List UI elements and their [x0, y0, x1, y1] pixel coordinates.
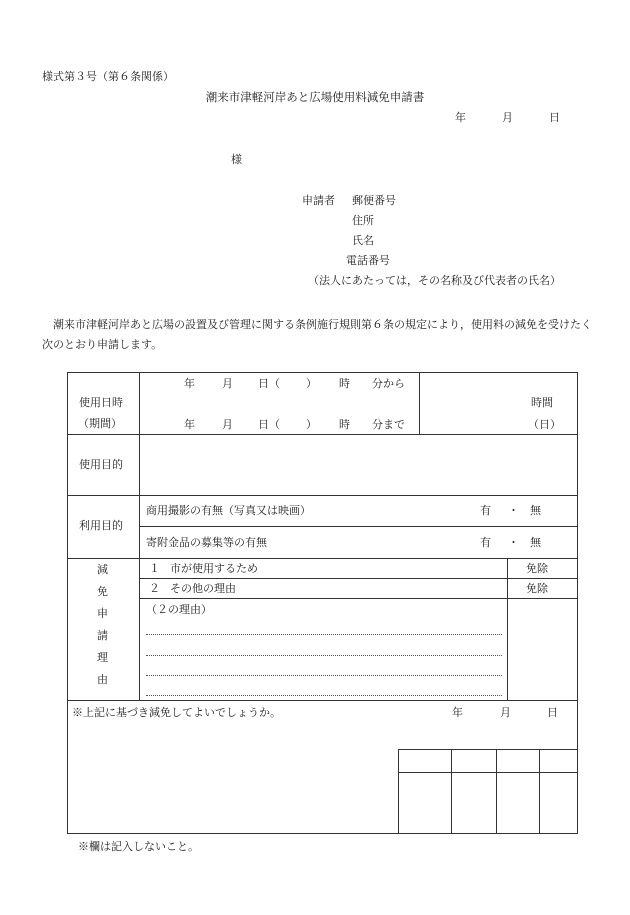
- start-day: 日（: [258, 377, 280, 390]
- commercial-filming-question: 商用撮影の有無（写真又は映画）: [146, 504, 311, 517]
- commercial-filming-separator: ・: [508, 504, 519, 517]
- reason-writing-line[interactable]: [146, 655, 502, 656]
- reduction-label-char: 理: [97, 651, 108, 664]
- other-reason-label: （２の理由）: [146, 603, 212, 616]
- reduction-label-char: 申: [97, 607, 108, 620]
- row-divider: [398, 749, 577, 750]
- applicant-label: 申請者: [302, 194, 335, 207]
- document-title: 潮来市津軽河岸あと広場使用料減免申請書: [205, 90, 425, 104]
- address-label: 住所: [352, 214, 374, 227]
- end-year: 年: [184, 418, 195, 431]
- date-line: [455, 111, 560, 124]
- postal-code-label: 郵便番号: [352, 194, 396, 207]
- end-weekday-close: ）: [306, 418, 317, 431]
- reduction-label-char: 由: [97, 673, 108, 686]
- usage-datetime-label: 使用日時: [79, 396, 123, 409]
- form-number: 様式第３号（第６条関係）: [42, 70, 174, 83]
- reason-1-exemption: 免除: [526, 562, 548, 575]
- approval-question: ※上記に基づき減免してよいでしょうか。: [72, 706, 281, 719]
- seal-box[interactable]: [399, 773, 451, 833]
- reason-1-number: １: [149, 562, 160, 575]
- reason-2-text: その他の理由: [170, 582, 236, 595]
- start-month: 月: [222, 377, 233, 390]
- usage-purpose-label: 利用目的: [79, 519, 123, 532]
- seal-box[interactable]: [540, 773, 577, 833]
- column-divider: [419, 373, 420, 434]
- commercial-filming-no: 無: [530, 504, 541, 517]
- application-statement: 潮来市津軽河岸あと広場の設置及び管理に関する条例施行規則第６条の規定により，使用料の減免を受けたく次のとおり申請します。: [42, 318, 592, 351]
- name-label: 氏名: [352, 234, 374, 247]
- column-divider: [507, 558, 508, 700]
- commercial-filming-yes: 有: [480, 504, 491, 517]
- reason-writing-line[interactable]: [146, 675, 502, 676]
- row-divider: [68, 495, 577, 496]
- end-day: 日（: [258, 418, 280, 431]
- approval-year: 年: [452, 706, 463, 719]
- reduction-label-char: 請: [97, 629, 108, 642]
- row-divider: [140, 598, 577, 599]
- end-month: 月: [222, 418, 233, 431]
- reason-2-number: ２: [149, 582, 160, 595]
- start-year: 年: [184, 377, 195, 390]
- applicant-note: （法人にあたっては，その名称及び代表者の氏名）: [308, 274, 561, 287]
- usage-period-label: （期間）: [78, 417, 122, 430]
- seal-box[interactable]: [452, 773, 496, 833]
- application-table: [67, 372, 578, 834]
- reason-writing-line[interactable]: [146, 695, 502, 696]
- row-divider: [68, 700, 577, 701]
- purpose-label: 使用目的: [79, 458, 123, 471]
- date-month: 月: [502, 111, 513, 124]
- column-divider: [139, 373, 140, 700]
- reduction-label-char: 減: [97, 563, 108, 576]
- date-year: 年: [455, 111, 466, 124]
- end-hour: 時: [339, 418, 350, 431]
- start-minute: 分から: [372, 377, 405, 390]
- end-minute: 分まで: [372, 418, 405, 431]
- duration-days-label: （日）: [528, 418, 561, 431]
- row-divider: [68, 558, 577, 559]
- row-divider: [140, 526, 577, 527]
- start-weekday-close: ）: [306, 377, 317, 390]
- approval-day: 日: [547, 706, 558, 719]
- approval-month: 月: [500, 706, 511, 719]
- reduction-label-char: 免: [97, 585, 108, 598]
- donation-solicitation-yes: 有: [480, 536, 491, 549]
- reason-2-exemption: 免除: [526, 582, 548, 595]
- duration-hours-label: 時間: [531, 396, 553, 409]
- row-divider: [140, 578, 577, 579]
- donation-solicitation-separator: ・: [508, 536, 519, 549]
- start-hour: 時: [339, 377, 350, 390]
- reason-1-text: 市が使用するため: [170, 562, 258, 575]
- addressee-suffix: 様: [231, 153, 242, 166]
- date-day: 日: [549, 111, 560, 124]
- donation-solicitation-no: 無: [530, 536, 541, 549]
- row-divider: [68, 434, 577, 435]
- footnote: ※欄は記入しないこと。: [78, 840, 199, 853]
- reason-writing-line[interactable]: [146, 634, 502, 635]
- seal-box[interactable]: [497, 773, 539, 833]
- donation-solicitation-question: 寄附金品の募集等の有無: [146, 536, 267, 549]
- phone-label: 電話番号: [346, 254, 390, 267]
